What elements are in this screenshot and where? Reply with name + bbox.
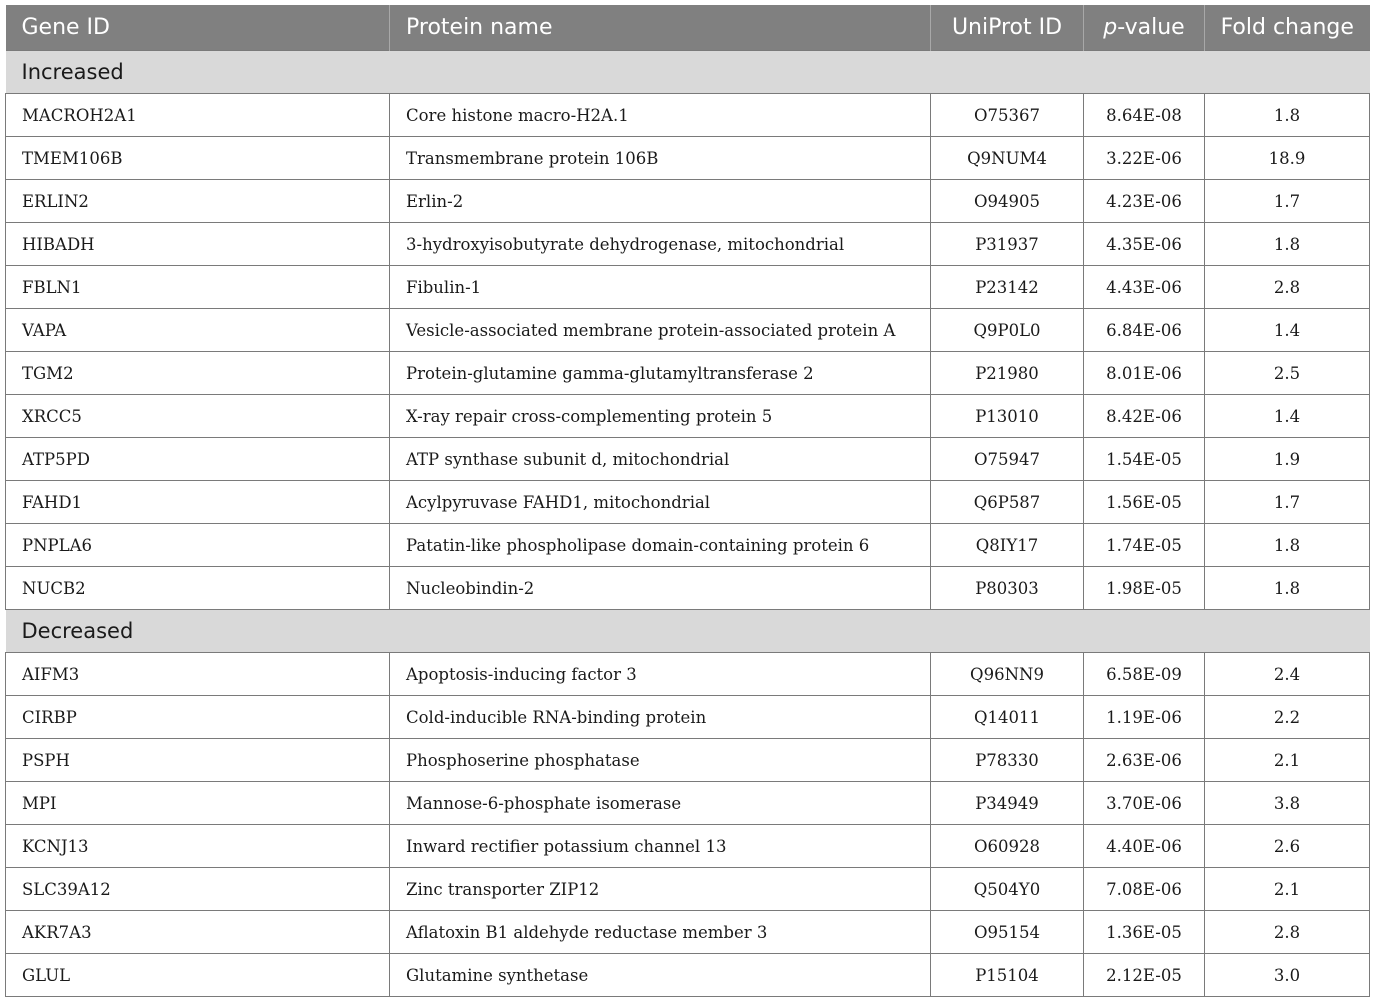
cell-p-value: 4.40E-06 bbox=[1084, 825, 1205, 868]
cell-p-value: 1.56E-05 bbox=[1084, 481, 1205, 524]
group-label: Decreased bbox=[6, 610, 1370, 653]
cell-protein-name: Glutamine synthetase bbox=[390, 954, 931, 997]
cell-gene-id: HIBADH bbox=[6, 223, 390, 266]
cell-p-value: 4.35E-06 bbox=[1084, 223, 1205, 266]
cell-gene-id: FBLN1 bbox=[6, 266, 390, 309]
cell-protein-name: Vesicle-associated membrane protein-associated protein A bbox=[390, 309, 931, 352]
cell-p-value: 3.22E-06 bbox=[1084, 137, 1205, 180]
table-row bbox=[6, 825, 1370, 868]
cell-p-value: 1.98E-05 bbox=[1084, 567, 1205, 610]
cell-fold-change: 18.9 bbox=[1205, 137, 1370, 180]
cell-protein-name: Transmembrane protein 106B bbox=[390, 137, 931, 180]
cell-uniprot-id: P34949 bbox=[931, 782, 1084, 825]
cell-p-value: 3.70E-06 bbox=[1084, 782, 1205, 825]
table-row bbox=[6, 868, 1370, 911]
table-row bbox=[6, 696, 1370, 739]
table-row bbox=[6, 94, 1370, 137]
cell-gene-id: VAPA bbox=[6, 309, 390, 352]
group-header-increased bbox=[6, 51, 1370, 94]
cell-p-value: 7.08E-06 bbox=[1084, 868, 1205, 911]
cell-uniprot-id: Q504Y0 bbox=[931, 868, 1084, 911]
cell-gene-id: TGM2 bbox=[6, 352, 390, 395]
cell-fold-change: 1.8 bbox=[1205, 524, 1370, 567]
cell-gene-id: MPI bbox=[6, 782, 390, 825]
cell-protein-name: Core histone macro-H2A.1 bbox=[390, 94, 931, 137]
cell-fold-change: 1.8 bbox=[1205, 94, 1370, 137]
cell-uniprot-id: Q96NN9 bbox=[931, 653, 1084, 696]
cell-protein-name: Nucleobindin-2 bbox=[390, 567, 931, 610]
table-row bbox=[6, 266, 1370, 309]
cell-p-value: 6.58E-09 bbox=[1084, 653, 1205, 696]
header-protein-name: Protein name bbox=[390, 5, 931, 51]
cell-protein-name: Acylpyruvase FAHD1, mitochondrial bbox=[390, 481, 931, 524]
cell-protein-name: Apoptosis-inducing factor 3 bbox=[390, 653, 931, 696]
cell-gene-id: ATP5PD bbox=[6, 438, 390, 481]
cell-protein-name: Erlin-2 bbox=[390, 180, 931, 223]
header-uniprot-id: UniProt ID bbox=[931, 5, 1084, 51]
cell-uniprot-id: P21980 bbox=[931, 352, 1084, 395]
table-row bbox=[6, 481, 1370, 524]
cell-protein-name: Patatin-like phospholipase domain-containing protein 6 bbox=[390, 524, 931, 567]
cell-protein-name: Phosphoserine phosphatase bbox=[390, 739, 931, 782]
table-row bbox=[6, 395, 1370, 438]
table-row bbox=[6, 911, 1370, 954]
cell-gene-id: ERLIN2 bbox=[6, 180, 390, 223]
table-row bbox=[6, 223, 1370, 266]
cell-fold-change: 1.7 bbox=[1205, 481, 1370, 524]
header-gene-id: Gene ID bbox=[6, 5, 390, 51]
cell-fold-change: 3.0 bbox=[1205, 954, 1370, 997]
cell-uniprot-id: P15104 bbox=[931, 954, 1084, 997]
cell-fold-change: 2.8 bbox=[1205, 266, 1370, 309]
table-row bbox=[6, 954, 1370, 997]
group-label: Increased bbox=[6, 51, 1370, 94]
cell-fold-change: 1.8 bbox=[1205, 223, 1370, 266]
cell-gene-id: NUCB2 bbox=[6, 567, 390, 610]
table-row bbox=[6, 653, 1370, 696]
cell-uniprot-id: O75947 bbox=[931, 438, 1084, 481]
header-p-value-rest: -value bbox=[1117, 15, 1185, 40]
cell-gene-id: SLC39A12 bbox=[6, 868, 390, 911]
cell-uniprot-id: O94905 bbox=[931, 180, 1084, 223]
cell-p-value: 8.64E-08 bbox=[1084, 94, 1205, 137]
cell-gene-id: AIFM3 bbox=[6, 653, 390, 696]
cell-uniprot-id: O75367 bbox=[931, 94, 1084, 137]
cell-uniprot-id: P23142 bbox=[931, 266, 1084, 309]
cell-protein-name: ATP synthase subunit d, mitochondrial bbox=[390, 438, 931, 481]
cell-gene-id: XRCC5 bbox=[6, 395, 390, 438]
cell-gene-id: PSPH bbox=[6, 739, 390, 782]
table-row bbox=[6, 309, 1370, 352]
cell-p-value: 6.84E-06 bbox=[1084, 309, 1205, 352]
header-p-value bbox=[1084, 5, 1205, 51]
cell-p-value: 1.19E-06 bbox=[1084, 696, 1205, 739]
table-row bbox=[6, 782, 1370, 825]
cell-p-value: 4.43E-06 bbox=[1084, 266, 1205, 309]
cell-fold-change: 2.4 bbox=[1205, 653, 1370, 696]
cell-fold-change: 2.6 bbox=[1205, 825, 1370, 868]
cell-protein-name: Mannose-6-phosphate isomerase bbox=[390, 782, 931, 825]
cell-uniprot-id: P80303 bbox=[931, 567, 1084, 610]
table-row bbox=[6, 352, 1370, 395]
header-row bbox=[6, 5, 1370, 51]
cell-gene-id: TMEM106B bbox=[6, 137, 390, 180]
cell-p-value: 1.36E-05 bbox=[1084, 911, 1205, 954]
cell-uniprot-id: P78330 bbox=[931, 739, 1084, 782]
cell-protein-name: Inward rectifier potassium channel 13 bbox=[390, 825, 931, 868]
cell-fold-change: 2.8 bbox=[1205, 911, 1370, 954]
table-row bbox=[6, 739, 1370, 782]
cell-protein-name: Protein-glutamine gamma-glutamyltransferase 2 bbox=[390, 352, 931, 395]
cell-fold-change: 1.7 bbox=[1205, 180, 1370, 223]
cell-fold-change: 2.5 bbox=[1205, 352, 1370, 395]
cell-gene-id: CIRBP bbox=[6, 696, 390, 739]
cell-gene-id: KCNJ13 bbox=[6, 825, 390, 868]
cell-uniprot-id: O60928 bbox=[931, 825, 1084, 868]
cell-gene-id: AKR7A3 bbox=[6, 911, 390, 954]
header-p-value-italic: p bbox=[1103, 15, 1118, 40]
cell-p-value: 1.54E-05 bbox=[1084, 438, 1205, 481]
cell-uniprot-id: Q6P587 bbox=[931, 481, 1084, 524]
table-row bbox=[6, 567, 1370, 610]
cell-p-value: 8.42E-06 bbox=[1084, 395, 1205, 438]
cell-uniprot-id: P13010 bbox=[931, 395, 1084, 438]
cell-fold-change: 1.9 bbox=[1205, 438, 1370, 481]
cell-p-value: 2.63E-06 bbox=[1084, 739, 1205, 782]
cell-fold-change: 2.2 bbox=[1205, 696, 1370, 739]
cell-protein-name: Zinc transporter ZIP12 bbox=[390, 868, 931, 911]
protein-table bbox=[5, 5, 1370, 997]
header-fold-change: Fold change bbox=[1205, 5, 1370, 51]
cell-p-value: 2.12E-05 bbox=[1084, 954, 1205, 997]
cell-gene-id: PNPLA6 bbox=[6, 524, 390, 567]
cell-protein-name: Aflatoxin B1 aldehyde reductase member 3 bbox=[390, 911, 931, 954]
cell-fold-change: 1.8 bbox=[1205, 567, 1370, 610]
cell-uniprot-id: Q14011 bbox=[931, 696, 1084, 739]
cell-uniprot-id: P31937 bbox=[931, 223, 1084, 266]
cell-protein-name: 3-hydroxyisobutyrate dehydrogenase, mitochondrial bbox=[390, 223, 931, 266]
table-row bbox=[6, 438, 1370, 481]
cell-uniprot-id: Q9NUM4 bbox=[931, 137, 1084, 180]
cell-protein-name: Fibulin-1 bbox=[390, 266, 931, 309]
cell-p-value: 1.74E-05 bbox=[1084, 524, 1205, 567]
table-row bbox=[6, 524, 1370, 567]
cell-fold-change: 2.1 bbox=[1205, 739, 1370, 782]
cell-p-value: 8.01E-06 bbox=[1084, 352, 1205, 395]
cell-fold-change: 3.8 bbox=[1205, 782, 1370, 825]
table-row bbox=[6, 137, 1370, 180]
group-header-decreased bbox=[6, 610, 1370, 653]
cell-fold-change: 2.1 bbox=[1205, 868, 1370, 911]
cell-protein-name: Cold-inducible RNA-binding protein bbox=[390, 696, 931, 739]
table-body bbox=[6, 51, 1370, 997]
cell-gene-id: GLUL bbox=[6, 954, 390, 997]
cell-fold-change: 1.4 bbox=[1205, 309, 1370, 352]
cell-gene-id: FAHD1 bbox=[6, 481, 390, 524]
cell-protein-name: X-ray repair cross-complementing protein 5 bbox=[390, 395, 931, 438]
table-row bbox=[6, 180, 1370, 223]
cell-uniprot-id: O95154 bbox=[931, 911, 1084, 954]
cell-gene-id: MACROH2A1 bbox=[6, 94, 390, 137]
cell-uniprot-id: Q9P0L0 bbox=[931, 309, 1084, 352]
cell-uniprot-id: Q8IY17 bbox=[931, 524, 1084, 567]
cell-fold-change: 1.4 bbox=[1205, 395, 1370, 438]
cell-p-value: 4.23E-06 bbox=[1084, 180, 1205, 223]
